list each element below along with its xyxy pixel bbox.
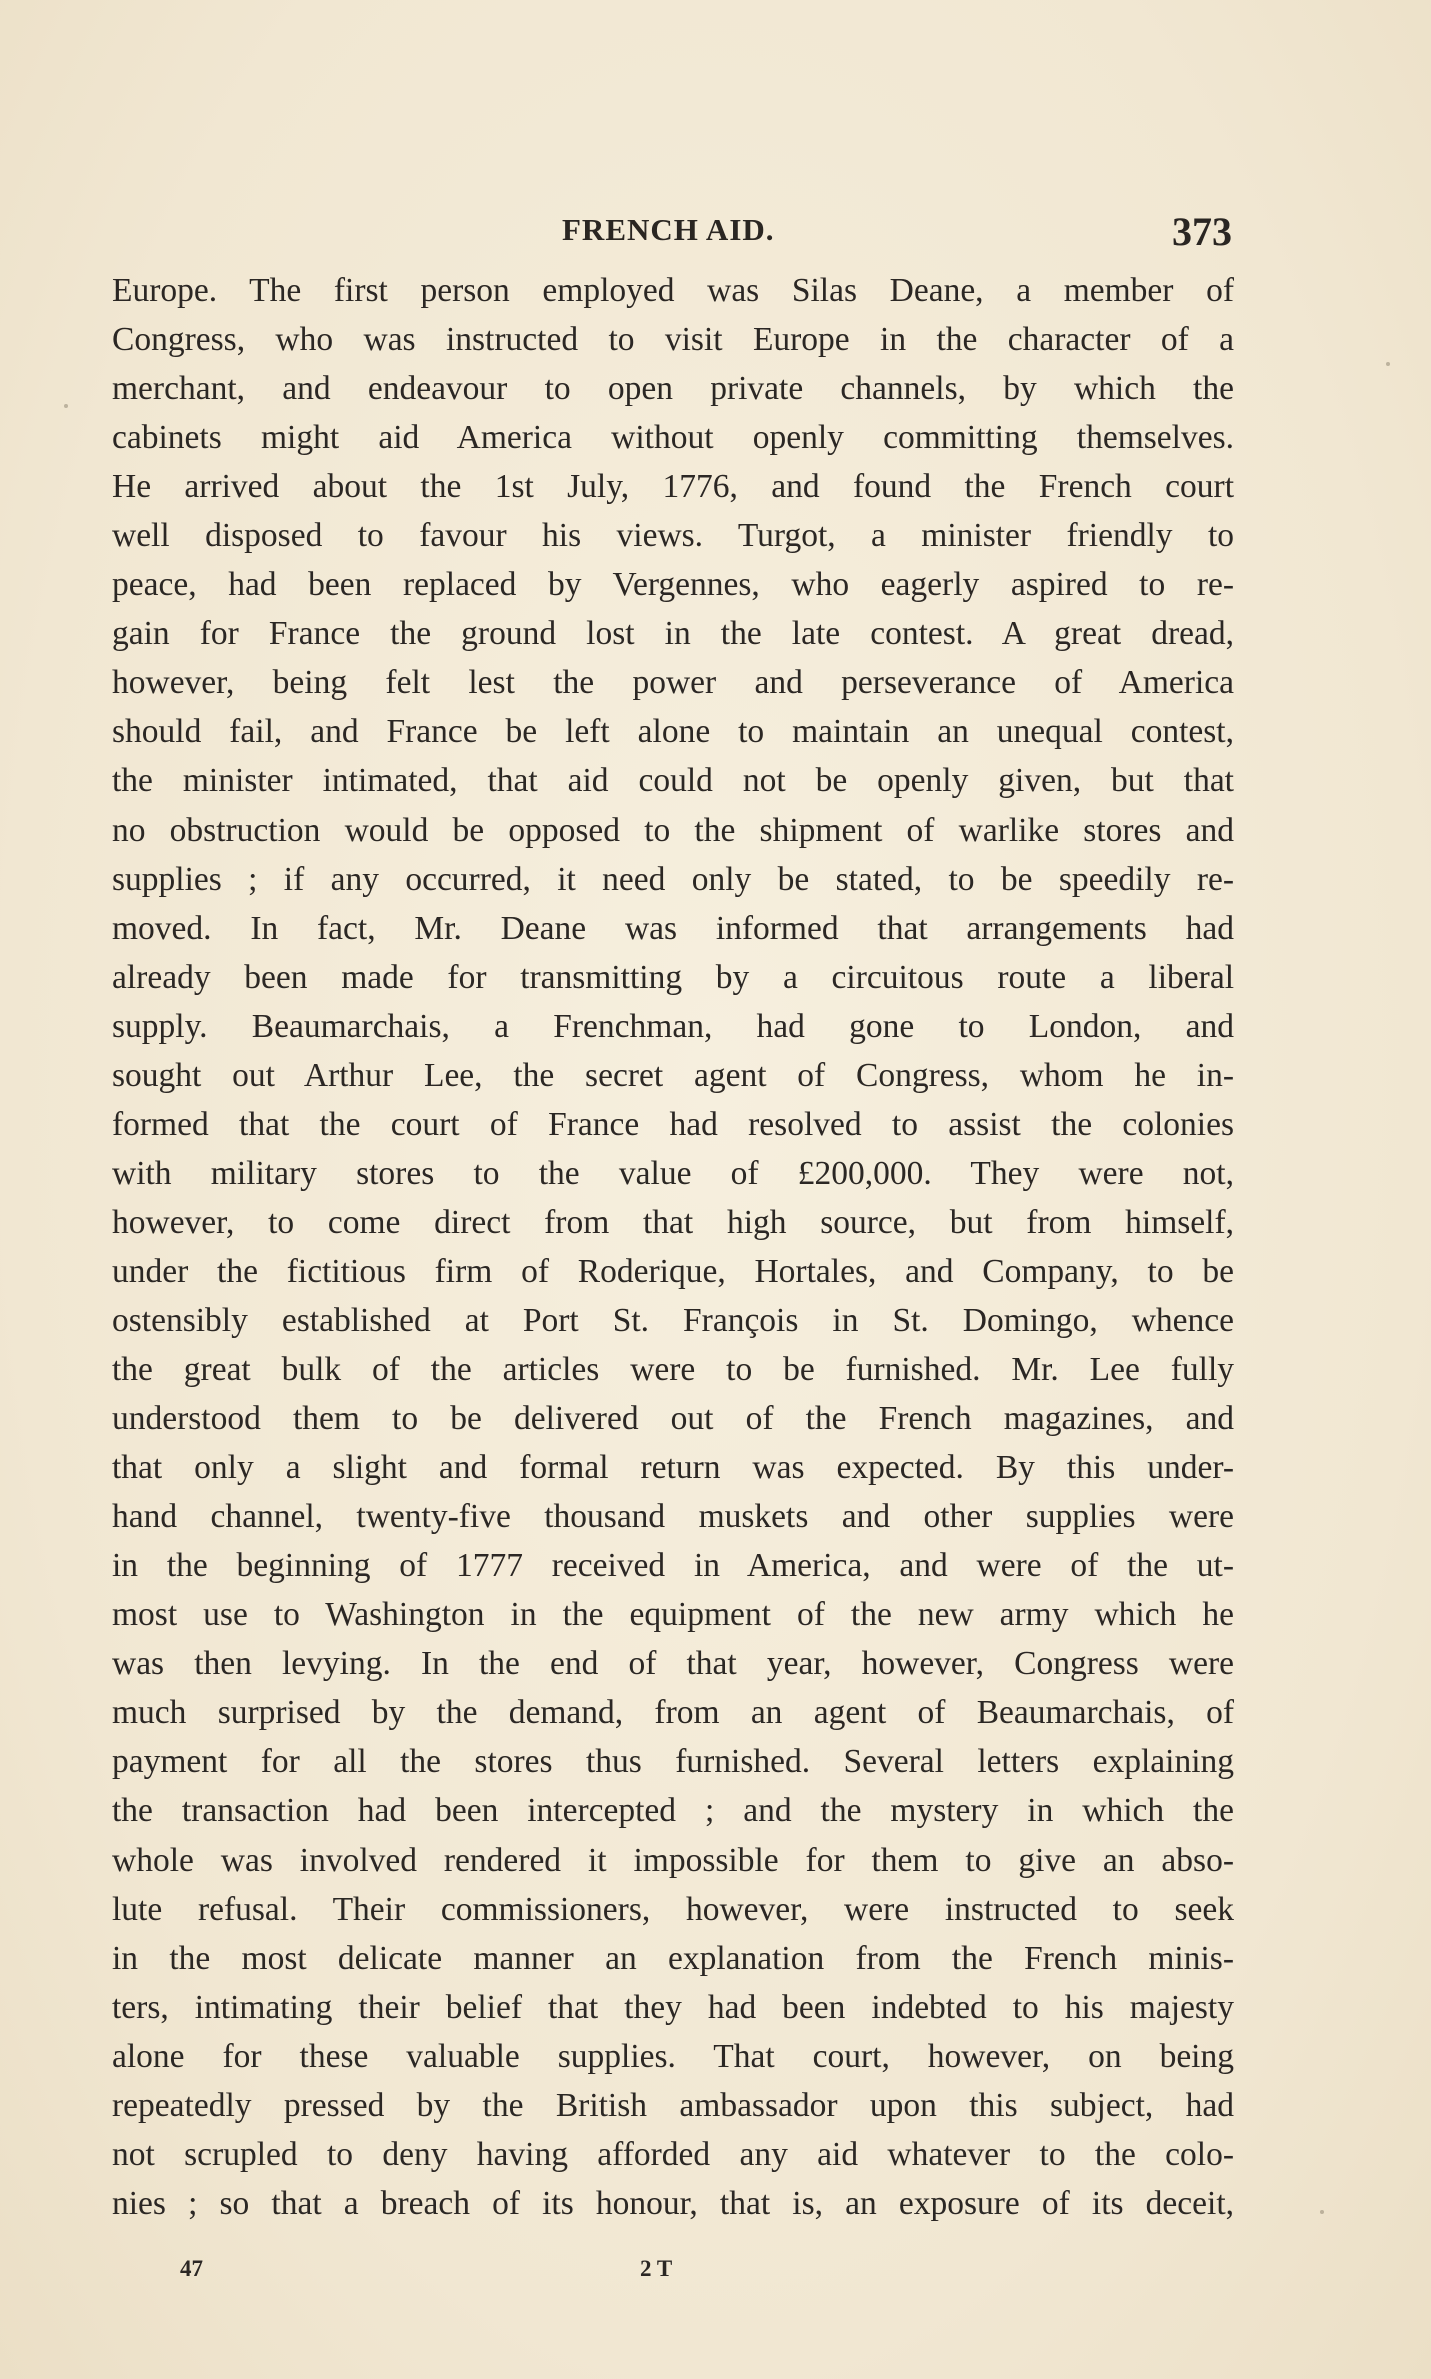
text-line: moved. In fact, Mr. Deane was informed that arrangements had (112, 909, 1234, 947)
text-line: whole was involved rendered it impossible for them to give an abso- (112, 1841, 1234, 1879)
text-line: supplies ; if any occurred, it need only be stated, to be speedily re- (112, 860, 1234, 898)
text-line: the great bulk of the articles were to be furnished. Mr. Lee fully (112, 1351, 1234, 1389)
text-line: payment for all the stores thus furnished. Several letters explaining (112, 1743, 1234, 1781)
text-line: however, to come direct from that high source, but from himself, (112, 1203, 1234, 1241)
text-line: Europe. The first person employed was Silas Deane, a member of (112, 272, 1234, 309)
text-line: was then levying. In the end of that year, however, Congress were (112, 1645, 1234, 1683)
text-line: ostensibly established at Port St. François in St. Domingo, whence (112, 1301, 1234, 1339)
text-line: not scrupled to deny having afforded any aid whatever to the colo- (112, 2135, 1234, 2173)
running-title: FRENCH AID. (562, 212, 775, 247)
paper-speck (1320, 2210, 1324, 2214)
text-line: He arrived about the 1st July, 1776, and found the French court (112, 468, 1234, 506)
text-line: nies ; so that a breach of its honour, that is, an exposure of its deceit, (112, 2184, 1234, 2222)
text-line: well disposed to favour his views. Turgot, a minister friendly to (112, 517, 1234, 555)
signature-mark-right: 2 T (640, 2256, 673, 2281)
text-line: no obstruction would be opposed to the shipment of warlike stores and (112, 811, 1234, 849)
signature-mark-left: 47 (180, 2256, 203, 2281)
text-line: supply. Beaumarchais, a Frenchman, had gone to London, and (112, 1007, 1234, 1045)
text-line: repeatedly pressed by the British ambassador upon this subject, had (112, 2086, 1234, 2124)
body-text (112, 266, 1234, 2228)
text-line: should fail, and France be left alone to maintain an unequal contest, (112, 713, 1234, 751)
paper-speck (64, 404, 68, 408)
text-line: most use to Washington in the equipment of the new army which he (112, 1596, 1234, 1634)
page-number: 373 (1172, 209, 1232, 254)
text-line: sought out Arthur Lee, the secret agent of Congress, whom he in- (112, 1056, 1234, 1094)
text-line: alone for these valuable supplies. That court, however, on being (112, 2037, 1234, 2075)
text-line: much surprised by the demand, from an agent of Beaumarchais, of (112, 1694, 1234, 1732)
text-line: formed that the court of France had resolved to assist the colonies (112, 1105, 1234, 1143)
text-line: the transaction had been intercepted ; and the mystery in which the (112, 1792, 1234, 1830)
text-line: merchant, and endeavour to open private channels, by which the (112, 370, 1234, 408)
text-line: understood them to be delivered out of the French magazines, and (112, 1400, 1234, 1438)
text-line: gain for France the ground lost in the late contest. A great dread, (112, 615, 1234, 653)
text-line: under the fictitious firm of Roderique, Hortales, and Company, to be (112, 1252, 1234, 1290)
text-line: that only a slight and formal return was expected. By this under- (112, 1449, 1234, 1487)
text-line: hand channel, twenty-five thousand muskets and other supplies were (112, 1498, 1234, 1536)
text-line: ters, intimating their belief that they had been indebted to his majesty (112, 1988, 1234, 2026)
text-line: cabinets might aid America without openly committing themselves. (112, 419, 1234, 457)
text-line: lute refusal. Their commissioners, however, were instructed to seek (112, 1890, 1234, 1928)
text-line: Congress, who was instructed to visit Europe in the character of a (112, 321, 1234, 359)
text-line: in the beginning of 1777 received in America, and were of the ut- (112, 1547, 1234, 1585)
paper-speck (1386, 362, 1390, 366)
text-line: the minister intimated, that aid could not be openly given, but that (112, 762, 1234, 800)
text-line: however, being felt lest the power and perseverance of America (112, 664, 1234, 702)
text-line: already been made for transmitting by a circuitous route a liberal (112, 958, 1234, 996)
running-head (112, 208, 1232, 254)
text-line: with military stores to the value of £200,000. They were not, (112, 1154, 1234, 1192)
text-line: peace, had been replaced by Vergennes, who eagerly aspired to re- (112, 566, 1234, 604)
text-line: in the most delicate manner an explanation from the French minis- (112, 1939, 1234, 1977)
